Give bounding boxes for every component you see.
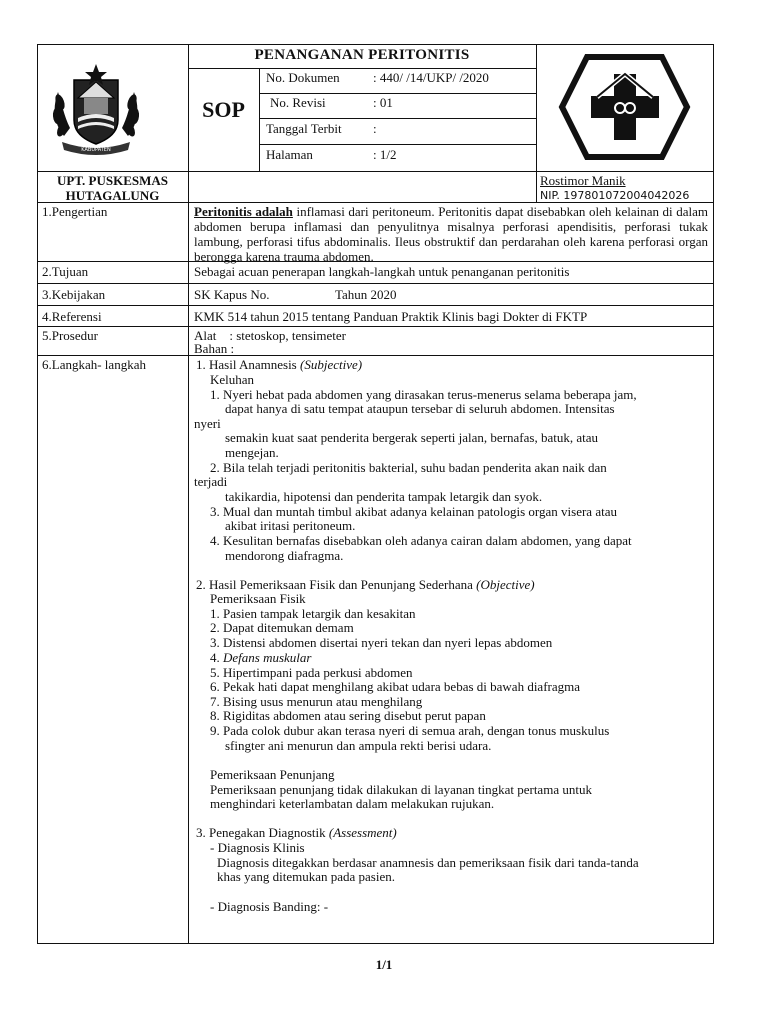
fisik-3: 3. Distensi abdomen disertai nyeri tekan dan nyeri lepas abdomen: [210, 635, 553, 650]
referensi-text: KMK 514 tahun 2015 tentang Panduan Praktik Klinis bagi Dokter di FKTP: [194, 309, 588, 324]
langkah-heading-1: [196, 357, 362, 372]
title-rule: [188, 68, 536, 69]
heading-italic: (Subjective): [300, 357, 363, 372]
meta-halaman-label: Halaman: [266, 147, 313, 162]
org-name-line1: UPT. PUSKESMAS: [57, 173, 168, 188]
svg-text:KABUPATEN: KABUPATEN: [81, 147, 111, 153]
meta-rule-1: [259, 93, 536, 94]
keluhan-4a: 4. Kesulitan bernafas disebabkan oleh adanya cairan dalam abdomen, yang dapat: [210, 533, 632, 548]
sop-divider: [259, 68, 260, 171]
section-label-tujuan: 2.Tujuan: [42, 264, 89, 279]
penunjang-title: Pemeriksaan Penunjang: [210, 767, 335, 782]
org-name-line2: HUTAGALUNG: [65, 188, 160, 203]
meta-doc-label: No. Dokumen: [266, 70, 340, 85]
diagnosis-klinis: - Diagnosis Klinis: [210, 840, 305, 855]
meta-tanggal-value: :: [373, 121, 377, 136]
meta-rule-3: [259, 144, 536, 145]
prosedur-alat: Alat : stetoskop, tensimeter: [194, 328, 347, 343]
tujuan-text: Sebagai acuan penerapan langkah-langkah untuk penanganan peritonitis: [194, 264, 570, 279]
health-cross-logo: [557, 52, 692, 162]
heading-text: 2. Hasil Pemeriksaan Fisik dan Penunjang Sederhana: [196, 577, 477, 592]
meta-revisi-value: : 01: [373, 95, 393, 110]
heading-text: 3. Penegakan Diagnostik: [196, 825, 329, 840]
diagnosis-klinis-2: khas yang ditemukan pada pasien.: [217, 869, 395, 884]
fisik-9a: 9. Pada colok dubur akan terasa nyeri di semua arah, dengan tonus muskulus: [210, 723, 610, 738]
column-divider-right: [536, 44, 537, 202]
keluhan-title: Keluhan: [210, 372, 255, 387]
keluhan-3b: akibat iritasi peritoneum.: [225, 518, 356, 533]
meta-revisi-label: No. Revisi: [270, 95, 326, 110]
diagnosis-klinis-1: Diagnosis ditegakkan berdasar anamnesis dan pemeriksaan fisik dari tanda-tanda: [217, 855, 639, 870]
meta-tanggal-label: Tanggal Terbit: [266, 121, 342, 136]
keluhan-1d: semakin kuat saat penderita bergerak seperti jalan, bernafas, batuk, atau: [225, 430, 598, 445]
section-label-langkah: 6.Langkah- langkah: [42, 357, 146, 372]
fisik-7: 7. Bising usus menurun atau menghilang: [210, 694, 423, 709]
row-rule: [37, 355, 714, 356]
fisik-5: 5. Hipertimpani pada perkusi abdomen: [210, 665, 413, 680]
diagnosis-banding: - Diagnosis Banding: -: [210, 899, 329, 914]
prosedur-bahan: Bahan :: [194, 341, 235, 356]
section-label-pengertian: 1.Pengertian: [42, 204, 108, 219]
meta-halaman-value: : 1/2: [373, 147, 397, 162]
keluhan-2a: 2. Bila telah terjadi peritonitis bakterial, suhu badan penderita akan naik dan: [210, 460, 607, 475]
keluhan-1b: dapat hanya di satu tempat ataupun tersebar di seluruh abdomen. Intensitas: [225, 401, 615, 416]
page-number: 1/1: [375, 957, 393, 972]
kebijakan-text-a: SK Kapus No.: [194, 287, 270, 302]
list-number: 4.: [210, 650, 223, 665]
heading-italic: (Assessment): [328, 825, 397, 840]
keluhan-4b: mendorong diafragma.: [225, 548, 344, 563]
sop-label: SOP: [202, 97, 245, 122]
keluhan-1c: nyeri: [194, 416, 221, 431]
fisik-1: 1. Pasien tampak letargik dan kesakitan: [210, 606, 416, 621]
column-divider: [188, 44, 189, 944]
pengertian-term: Peritonitis adalah: [194, 204, 293, 219]
langkah-heading-2: [196, 577, 535, 592]
penunjang-2: menghindari keterlambatan dalam melakukan rujukan.: [210, 796, 495, 811]
meta-doc-value: : 440/ /14/UKP/ /2020: [373, 70, 489, 85]
fisik-6: 6. Pekak hati dapat menghilang akibat udara bebas di bawah diafragma: [210, 679, 581, 694]
section-label-prosedur: 5.Prosedur: [42, 328, 98, 343]
keluhan-3a: 3. Mual dan muntah timbul akibat adanya kelainan patologis organ visera atau: [210, 504, 617, 519]
fisik-8: 8. Rigiditas abdomen atau sering disebut perut papan: [210, 708, 486, 723]
keluhan-2c: takikardia, hipotensi dan penderita tampak letargik dan syok.: [225, 489, 543, 504]
row-rule: [37, 305, 714, 306]
document-title: PENANGANAN PERITONITIS: [254, 47, 470, 63]
regency-emblem-logo: [48, 58, 144, 158]
fisik-title: Pemeriksaan Fisik: [210, 591, 306, 606]
fisik-9b: sfingter ani menurun dan ampula rekti berisi udara.: [225, 738, 492, 753]
heading-text: 1. Hasil Anamnesis: [196, 357, 300, 372]
fisik-4: [210, 650, 311, 665]
section-label-kebijakan: 3.Kebijakan: [42, 287, 106, 302]
keluhan-1e: mengejan.: [225, 445, 279, 460]
keluhan-2b: terjadi: [194, 474, 228, 489]
keluhan-1a: 1. Nyeri hebat pada abdomen yang dirasakan terus-menerus selama beberapa jam,: [210, 387, 637, 402]
meta-rule-2: [259, 118, 536, 119]
penunjang-1: Pemeriksaan penunjang tidak dilakukan di layanan tingkat pertama untuk: [210, 782, 592, 797]
signer-nip: NIP. 197801072004042026: [540, 189, 690, 202]
header-rule: [37, 171, 714, 172]
list-text: Defans muskular: [223, 650, 312, 665]
row-rule: [37, 283, 714, 284]
langkah-heading-3: [196, 825, 397, 840]
pengertian-text: [194, 204, 708, 264]
section-label-referensi: 4.Referensi: [42, 309, 102, 324]
signer-name: Rostimor Manik: [540, 173, 626, 188]
heading-italic: (Objective): [476, 577, 535, 592]
kebijakan-text-b: Tahun 2020: [335, 287, 397, 302]
pengertian-body: inflamasi dari peritoneum. Peritonitis dapat disebabkan oleh kelainan di dalam abdomen berupa inflamasi dan penyulitnya misalnya perforasi apendisitis, perforasi tukak lambung, perforasi tifus abdominalis. Ileus obstruktif dan perdarahan oleh karena perforasi organ berongga karena trauma abdomen.: [194, 204, 708, 264]
fisik-2: 2. Dapat ditemukan demam: [210, 620, 354, 635]
row-rule: [37, 326, 714, 327]
